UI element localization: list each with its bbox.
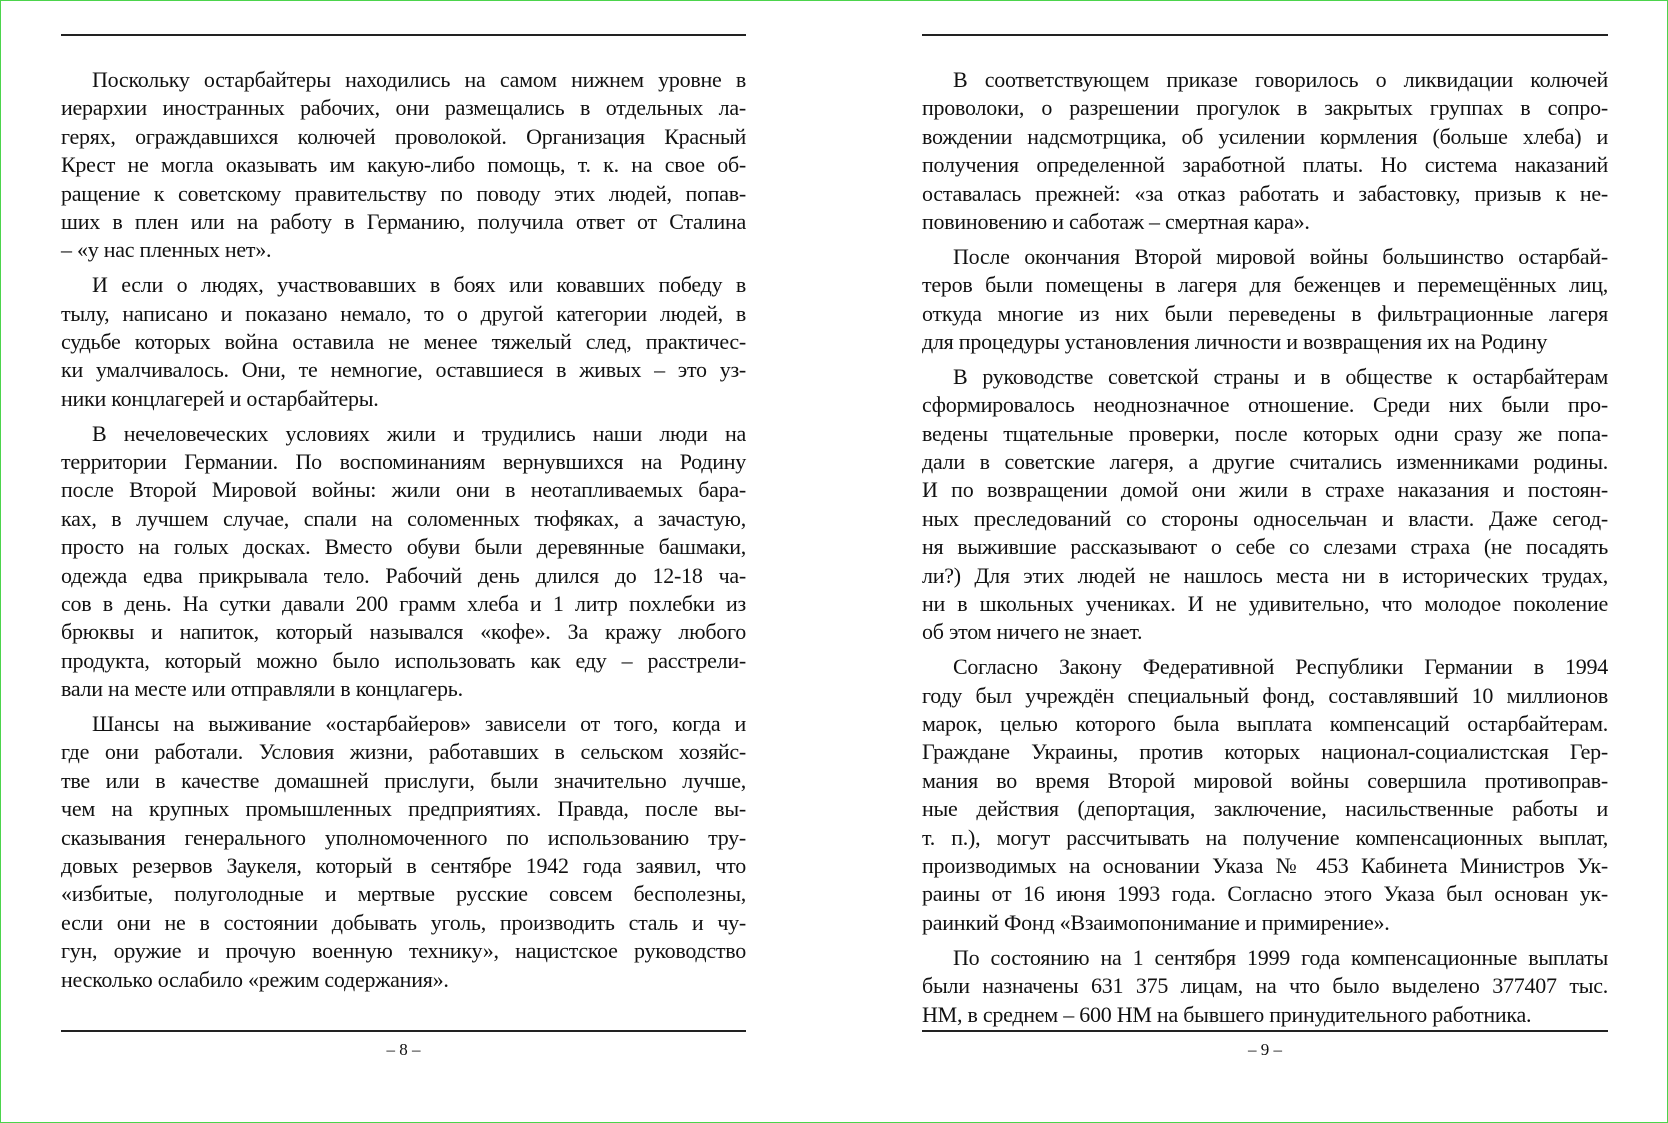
paragraph (922, 653, 1608, 937)
text-line: мания во время Второй мировой войны совершила противоправ- (922, 767, 1608, 793)
text-line: вали на месте или отправляли в концлагерь. (61, 676, 463, 702)
text-line: В соответствующем приказе говорилось о ликвидации колючей (953, 67, 1608, 92)
text-line: ня выжившие рассказывают о себе со слезами страха (не посадять (922, 534, 1608, 560)
text-line: вождении надсмотрщика, об усилении кормления (больше хлеба) и (922, 123, 1608, 149)
text-line: Шансы на выживание «остарбайеров» зависели от того, когда и (92, 711, 746, 737)
page-left (61, 0, 746, 1123)
paragraph (922, 243, 1608, 357)
text-line: В нечеловеческих условиях жили и трудились наши люди на (92, 420, 746, 446)
text-line: После окончания Второй мировой войны большинство остарбай- (953, 243, 1608, 269)
text-line: тве или в качестве домашней прислуги, были значительно лучше, (61, 767, 746, 793)
text-line: В руководстве советской страны и в обществе к остарбайтерам (953, 363, 1608, 389)
text-line: были назначены 631 375 лицам, на что было выделено 377407 тыс. (922, 973, 1608, 999)
paragraph (61, 710, 746, 994)
text-line: судьбе которых война оставила не менее тяжелый след, практичес- (61, 329, 746, 355)
text-line: дали в советские лагеря, а другие считались изменниками родины. (922, 449, 1608, 475)
text-line: где они работали. Условия жизни, работавших в сельском хозяйс- (61, 739, 746, 765)
text-line: территории Германии. По воспоминаниям вернувшихся на Родину (61, 449, 746, 475)
text-line: повиновению и саботаж – смертная кара». (922, 208, 1310, 234)
text-line: после Второй Мировой войны: жили они в неотапливаемых бара- (61, 477, 746, 503)
text-line: проволоки, о разрешении прогулок в закрытых группах в сопро- (922, 95, 1608, 121)
page-number: – 9 – (1248, 1040, 1282, 1059)
text-line: гун, оружие и прочую военную технику», нацистское руководство (61, 938, 746, 964)
text-line: По состоянию на 1 сентября 1999 года компенсационные выплаты (953, 944, 1608, 970)
text-line: ли?) Для этих людей не нашлось места ни в исторических трудах, (922, 562, 1608, 588)
text-line: иерархии иностранных рабочих, они размещались в отдельных ла- (61, 95, 746, 121)
text-line: т. п.), могут рассчитывать на получение компенсационных выплат, (922, 824, 1608, 850)
text-line: ные действия (депортация, заключение, насильственные работы и (922, 796, 1608, 822)
text-line: ках, в лучшем случае, спали на соломенных тюфяках, а зачастую, (61, 505, 746, 531)
footer-rule (61, 1030, 746, 1032)
text-line: И по возвращении домой они жили в страхе наказания и постоян- (922, 477, 1608, 503)
text-line: сформировалось неоднозначное отношение. Среди них были про- (922, 392, 1608, 418)
text-line: чем на крупных промышленных предприятиях. Правда, после вы- (61, 796, 746, 822)
text-line: Поскольку остарбайтеры находились на самом нижнем уровне в (92, 67, 746, 92)
text-line: Граждане Украины, против которых национал-социалистская Гер- (922, 739, 1608, 765)
text-line: одежда едва прикрывала тело. Рабочий день длился до 12-18 ча- (61, 562, 746, 588)
text-line: И если о людях, участвовавших в боях или ковавших победу в (92, 272, 746, 298)
text-line: оставалась прежней: «за отказ работать и забастовку, призыв к не- (922, 180, 1608, 206)
text-line: герях, ограждавшихся колючей проволокой. Организация Красный (61, 123, 746, 149)
text-line: ники концлагерей и остарбайтеры. (61, 385, 379, 411)
text-line: откуда многие из них были переведены в фильтрационные лагеря (922, 300, 1608, 326)
footer-rule (922, 1030, 1608, 1032)
paragraph (922, 363, 1608, 647)
paragraph (61, 271, 746, 413)
text-line: получения определенной заработной платы. Но система наказаний (922, 152, 1608, 178)
text-line: марок, целью которого была выплата компенсаций остарбайтерам. (922, 711, 1608, 737)
text-line: ки умалчивалось. Они, те немногие, оставшиеся в живых – это уз- (61, 357, 746, 383)
text-line: брюквы и напиток, который назывался «кофе». За кражу любого (61, 619, 746, 645)
text-line: производимых на основании Указа № 453 Кабинета Министров Ук- (922, 853, 1608, 879)
text-line: просто на голых досках. Вместо обуви были деревянные башмаки, (61, 534, 746, 560)
text-line: Согласно Закону Федеративной Республики Германии в 1994 (953, 654, 1608, 680)
text-line: ведены тщательные проверки, после которых одни сразу же попа- (922, 420, 1608, 446)
text-line: ных преследований со стороны односельчан и власти. Даже сегод- (922, 505, 1608, 531)
paragraph (922, 944, 1608, 1029)
text-line: ших в плен или на работу в Германию, получила ответ от Сталина (61, 208, 746, 234)
text-line: тылу, написано и показано немало, то о другой категории людей, в (61, 300, 746, 326)
text-line: для процедуры установления личности и возвращения их на Родину (922, 329, 1548, 355)
text-line: «избитые, полуголодные и мертвые русские совсем бесполезны, (61, 881, 746, 907)
paragraph (922, 66, 1608, 236)
text-line: НМ, в среднем – 600 НМ на бывшего принудительного работника. (922, 1001, 1532, 1027)
page-number: – 8 – (386, 1040, 421, 1059)
text-line: сказывания генерального уполномоченного по использованию тру- (61, 824, 746, 850)
paragraph (61, 420, 746, 704)
page-body (61, 66, 746, 1001)
text-line: если они не в состоянии добывать уголь, производить сталь и чу- (61, 909, 746, 935)
text-line: продукта, который можно было использовать как еду – расстрели- (61, 647, 746, 673)
header-rule (922, 34, 1608, 36)
text-line: сов в день. На сутки давали 200 грамм хлеба и 1 литр похлебки из (61, 591, 746, 617)
text-line: довых резервов Заукеля, который в сентябре 1942 года заявил, что (61, 853, 746, 879)
text-line: – «у нас пленных нет». (61, 237, 272, 263)
paragraph (61, 66, 746, 265)
text-line: несколько ослабило «режим содержания». (61, 966, 449, 992)
text-line: раины от 16 июня 1993 года. Согласно этого Указа был основан ук- (922, 881, 1608, 907)
text-line: об этом ничего не знает. (922, 619, 1143, 645)
text-line: году был учреждён специальный фонд, составлявший 10 миллионов (922, 682, 1608, 708)
text-line: ни в школьных учениках. И не удивительно, что молодое поколение (922, 591, 1608, 617)
header-rule (61, 34, 746, 36)
text-line: ращение к советскому правительству по поводу этих людей, попав- (61, 180, 746, 206)
page-body (922, 66, 1608, 1035)
text-line: раинкий Фонд «Взаимопонимание и примирение». (922, 909, 1390, 935)
text-line: теров были помещены в лагеря для беженцев и перемещённых лиц, (922, 272, 1608, 298)
text-line: Крест не могла оказывать им какую-либо помощь, т. к. на свое об- (61, 152, 746, 178)
page-right (922, 0, 1608, 1123)
